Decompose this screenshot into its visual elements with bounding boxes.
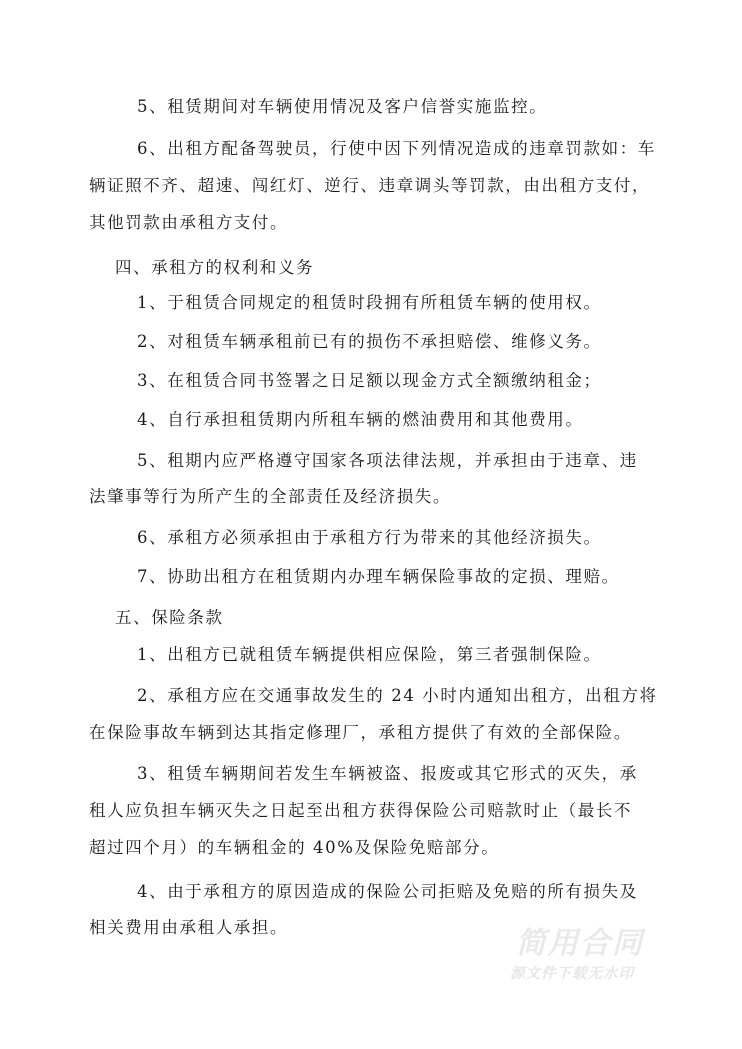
clause-insurance-2-cont: 在保险事故车辆到达其指定修理厂，承租方提供了有效的全部保险。 — [89, 723, 632, 742]
clause-insurance-3-cont-2: 超过四个月）的车辆租金的 40%及保险免赔部分。 — [89, 838, 500, 857]
clause-lessee-5-cont: 法肇事等行为所产生的全部责任及经济损失。 — [89, 487, 451, 506]
clause-lessee-1: 1、于租赁合同规定的租赁时段拥有所租赁车辆的使用权。 — [137, 293, 602, 312]
clause-insurance-4-cont: 相关费用由承租人承担。 — [89, 918, 289, 937]
clause-insurance-3: 3、租赁车辆期间若发生车辆被盗、报废或其它形式的灭失，承 — [137, 764, 638, 783]
clause-lessor-6: 6、出租方配备驾驶员，行使中因下列情况造成的违章罚款如：车 — [137, 139, 656, 158]
clause-lessee-6: 6、承租方必须承担由于承租方行为带来的其他经济损失。 — [137, 528, 602, 547]
clause-lessee-4: 4、自行承担租赁期内所租车辆的燃油费用和其他费用。 — [137, 410, 584, 429]
watermark — [488, 918, 698, 998]
clause-insurance-2: 2、承租方应在交通事故发生的 24 小时内通知出租方，出租方将 — [137, 686, 658, 705]
section-heading-lessee-rights: 四、承租方的权利和义务 — [115, 258, 315, 277]
watermark-subtitle: 源文件下载无水印 — [510, 966, 634, 982]
clause-lessee-2: 2、对租赁车辆承租前已有的损伤不承担赔偿、维修义务。 — [137, 332, 602, 351]
clause-insurance-1: 1、出租方已就租赁车辆提供相应保险，第三者强制保险。 — [137, 645, 602, 664]
clause-lessee-7: 7、协助出租方在租赁期内办理车辆保险事故的定损、理赔。 — [137, 567, 620, 586]
clause-lessee-3: 3、在租赁合同书签署之日足额以现金方式全额缴纳租金； — [137, 371, 602, 390]
clause-insurance-4: 4、由于承租方的原因造成的保险公司拒赔及免赔的所有损失及 — [137, 882, 638, 901]
clause-insurance-3-cont-1: 租人应负担车辆灭失之日起至出租方获得保险公司赔款时止（最长不 — [89, 801, 632, 820]
clause-lessor-5: 5、租赁期间对车辆使用情况及客户信誉实施监控。 — [137, 97, 548, 116]
watermark-title: 简用合同 — [516, 926, 644, 961]
section-heading-insurance: 五、保险条款 — [115, 608, 224, 627]
clause-lessee-5: 5、租期内应严格遵守国家各项法律法规，并承担由于违章、违 — [137, 451, 638, 470]
clause-lessor-6-cont-2: 其他罚款由承租方支付。 — [89, 213, 289, 232]
clause-lessor-6-cont-1: 辆证照不齐、超速、闯红灯、逆行、违章调头等罚款，由出租方支付， — [89, 176, 651, 195]
